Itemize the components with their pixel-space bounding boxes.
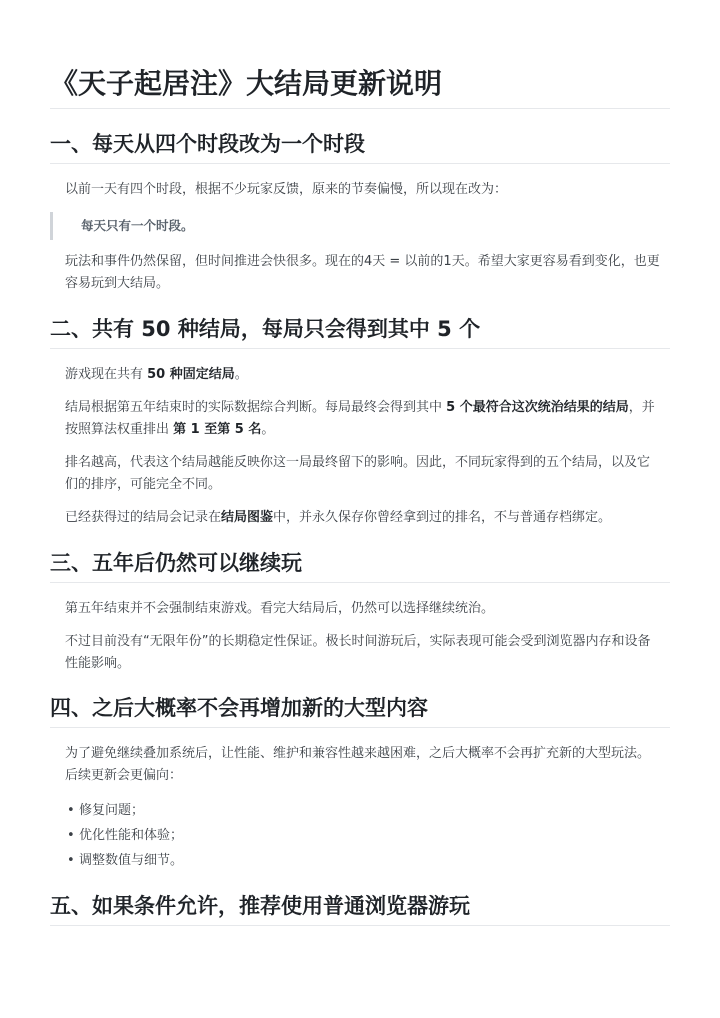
section-3 (50, 548, 670, 675)
paragraph (50, 397, 670, 441)
paragraph: 第五年结束并不会强制结束游戏。看完大结局后，仍然可以选择继续统治。 (65, 601, 495, 616)
section-4 (50, 693, 670, 873)
bold-text: 第 1 至第 5 名 (173, 422, 262, 437)
paragraph: 玩法和事件仍然保留，但时间推进会快很多。现在的4天 = 以前的1天。希望大家更容易看到变化，也更容易玩到大结局。 (65, 254, 660, 291)
paragraph: 为了避免继续叠加系统后，让性能、维护和兼容性越来越困难，之后大概率不会再扩充新的大型玩法。后续更新会更偏向： (65, 746, 651, 783)
bullet-icon: • (67, 803, 75, 818)
text-run: ，并按照算法权重排出 (65, 400, 655, 437)
list-item-text: 优化性能和体验； (79, 828, 184, 843)
text-run: 已经获得过的结局会记录在 (65, 510, 222, 525)
bold-text: 5 个最符合这次统治结果的结局 (446, 400, 629, 415)
text-run: 游戏现在共有 (65, 367, 148, 382)
bold-text: 结局图鉴 (221, 510, 274, 525)
list-item-text: 修复问题； (79, 803, 145, 818)
bold-text: 50 种固定结局 (147, 367, 235, 382)
bullet-icon: • (67, 853, 75, 868)
section-2 (50, 314, 670, 529)
bullet-icon: • (67, 828, 75, 843)
section-heading: 五、如果条件允许，推荐使用普通浏览器游玩 (50, 891, 670, 926)
section-heading: 二、共有 50 种结局，每局只会得到其中 5 个 (50, 314, 670, 349)
page-title: 《天子起居注》大结局更新说明 (50, 0, 670, 109)
list-item (67, 798, 670, 823)
text-run: 结局根据第五年结束时的实际数据综合判断。每局最终会得到其中 (65, 400, 447, 415)
bullet-list (50, 798, 670, 873)
paragraph: 以前一天有四个时段，根据不少玩家反馈，原来的节奏偏慢，所以现在改为： (65, 182, 508, 197)
section-heading: 一、每天从四个时段改为一个时段 (50, 129, 670, 164)
paragraph (50, 364, 670, 386)
paragraph (50, 507, 670, 529)
text-run: 。 (261, 422, 275, 437)
list-item-text: 调整数值与细节。 (79, 853, 184, 868)
section-1 (50, 129, 670, 295)
text-run: 。 (234, 367, 248, 382)
section-heading: 四、之后大概率不会再增加新的大型内容 (50, 693, 670, 728)
text-run: 中，并永久保存你曾经拿到过的排名，不与普通存档绑定。 (273, 510, 612, 525)
list-item (67, 823, 670, 848)
list-item (67, 848, 670, 873)
blockquote: 每天只有一个时段。 (50, 212, 670, 240)
section-heading: 三、五年后仍然可以继续玩 (50, 548, 670, 583)
section-5 (50, 891, 670, 926)
paragraph: 排名越高，代表这个结局越能反映你这一局最终留下的影响。因此，不同玩家得到的五个结局，以及它们的排序，可能完全不同。 (65, 455, 651, 492)
paragraph: 不过目前没有“无限年份”的长期稳定性保证。极长时间游玩后，实际表现可能会受到浏览器内存和设备性能影响。 (65, 634, 651, 671)
